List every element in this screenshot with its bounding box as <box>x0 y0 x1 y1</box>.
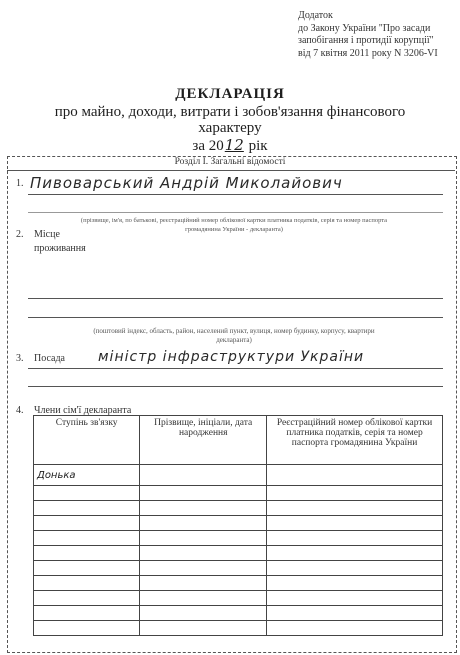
item-2-label-line-2: проживання <box>34 243 86 254</box>
table-cell <box>267 621 443 636</box>
table-row <box>34 501 443 516</box>
table-row <box>34 465 443 486</box>
table-cell <box>267 465 443 486</box>
table-cell <box>140 531 267 546</box>
document-subtitle-line-2: характеру <box>198 120 262 136</box>
section-title: Розділ І. Загальні відомості <box>174 157 286 167</box>
table-cell <box>140 465 267 486</box>
table-cell <box>34 591 140 606</box>
item-3-label: Посада <box>34 353 65 364</box>
family-members-table <box>33 415 443 636</box>
year-handwritten-value: 12 <box>224 136 244 154</box>
table-row <box>34 486 443 501</box>
table-cell <box>267 501 443 516</box>
column-header-id: Реєстраційний номер облікової картки платника податків, серія та номер паспорта громадянина України <box>267 416 443 465</box>
item-2-line-2 <box>28 317 443 318</box>
annex-reference <box>298 10 458 60</box>
table-cell <box>34 621 140 636</box>
table-cell <box>34 606 140 621</box>
year-suffix: рік <box>248 138 268 154</box>
table-cell <box>140 621 267 636</box>
item-4-label: Члени сім'ї декларанта <box>34 405 132 416</box>
annex-line-3: запобігання і протидії корупції" <box>298 35 434 46</box>
item-3-line <box>28 368 443 369</box>
document-subtitle-line-1: про майно, доходи, витрати і зобов'язання фінансового <box>54 104 406 120</box>
section-header-divider <box>7 170 455 171</box>
table-row <box>34 606 443 621</box>
table-cell <box>140 486 267 501</box>
item-1-line-2 <box>28 212 443 213</box>
table-cell <box>140 516 267 531</box>
table-row <box>34 531 443 546</box>
position-handwritten: міністр інфраструктури України <box>98 349 365 365</box>
item-2-number: 2. <box>16 229 24 240</box>
item-3-line-2 <box>28 386 443 387</box>
annex-line-4: від 7 квітня 2011 року N 3206-VI <box>298 47 438 59</box>
table-row <box>34 621 443 636</box>
item-2-label-line-1: Місце <box>34 229 60 240</box>
item-2-note <box>24 327 444 345</box>
table-row <box>34 591 443 606</box>
item-3-number: 3. <box>16 353 24 364</box>
table-cell <box>267 546 443 561</box>
table-cell <box>140 591 267 606</box>
table-cell <box>34 576 140 591</box>
item-1-number: 1. <box>16 178 24 189</box>
table-header-row <box>34 416 443 465</box>
declaration-year <box>0 136 460 155</box>
table-cell <box>34 486 140 501</box>
annex-line-2: до Закону України "Про засади <box>298 22 431 34</box>
document-title: ДЕКЛАРАЦІЯ <box>175 86 285 102</box>
table-row <box>34 561 443 576</box>
table-row <box>34 546 443 561</box>
table-cell <box>34 561 140 576</box>
table-body <box>34 465 443 636</box>
table-cell <box>34 531 140 546</box>
table-cell <box>267 486 443 501</box>
item-2-note-line-2: декларанта) <box>216 336 252 344</box>
table-cell <box>34 501 140 516</box>
item-1-note-line-1: (прізвище, ім'я, по батькові, реєстраційний номер облікової картки платника податків, серія та номер паспорта <box>80 217 388 224</box>
year-prefix: за 20 <box>192 138 224 154</box>
table-cell <box>34 546 140 561</box>
table-cell <box>34 516 140 531</box>
table-row <box>34 576 443 591</box>
table-cell <box>140 576 267 591</box>
item-1-note <box>24 216 444 234</box>
column-header-relation: Ступінь зв'язку <box>34 416 140 465</box>
table-cell <box>267 531 443 546</box>
table-cell <box>140 561 267 576</box>
column-header-name: Прізвище, ініціали, дата народження <box>140 416 267 465</box>
annex-line-1: Додаток <box>298 10 333 21</box>
declarant-name-handwritten: Пивоварський Андрій Миколайович <box>30 174 343 192</box>
table-cell: Донька <box>34 465 140 486</box>
table-cell <box>267 591 443 606</box>
table-row <box>34 516 443 531</box>
item-1-note-line-2: громадянина України - декларанта) <box>185 226 283 233</box>
table-cell <box>140 501 267 516</box>
item-2-note-line-1: (поштовий індекс, область, район, населений пункт, вулиця, номер будинку, корпусу, квартири <box>93 327 375 335</box>
table-cell <box>267 516 443 531</box>
item-2-line <box>28 298 443 299</box>
table-cell <box>267 606 443 621</box>
item-4-number: 4. <box>16 405 24 416</box>
table-cell <box>267 576 443 591</box>
table-cell <box>140 606 267 621</box>
item-1-line <box>28 194 443 195</box>
table-cell <box>140 546 267 561</box>
table-cell <box>267 561 443 576</box>
